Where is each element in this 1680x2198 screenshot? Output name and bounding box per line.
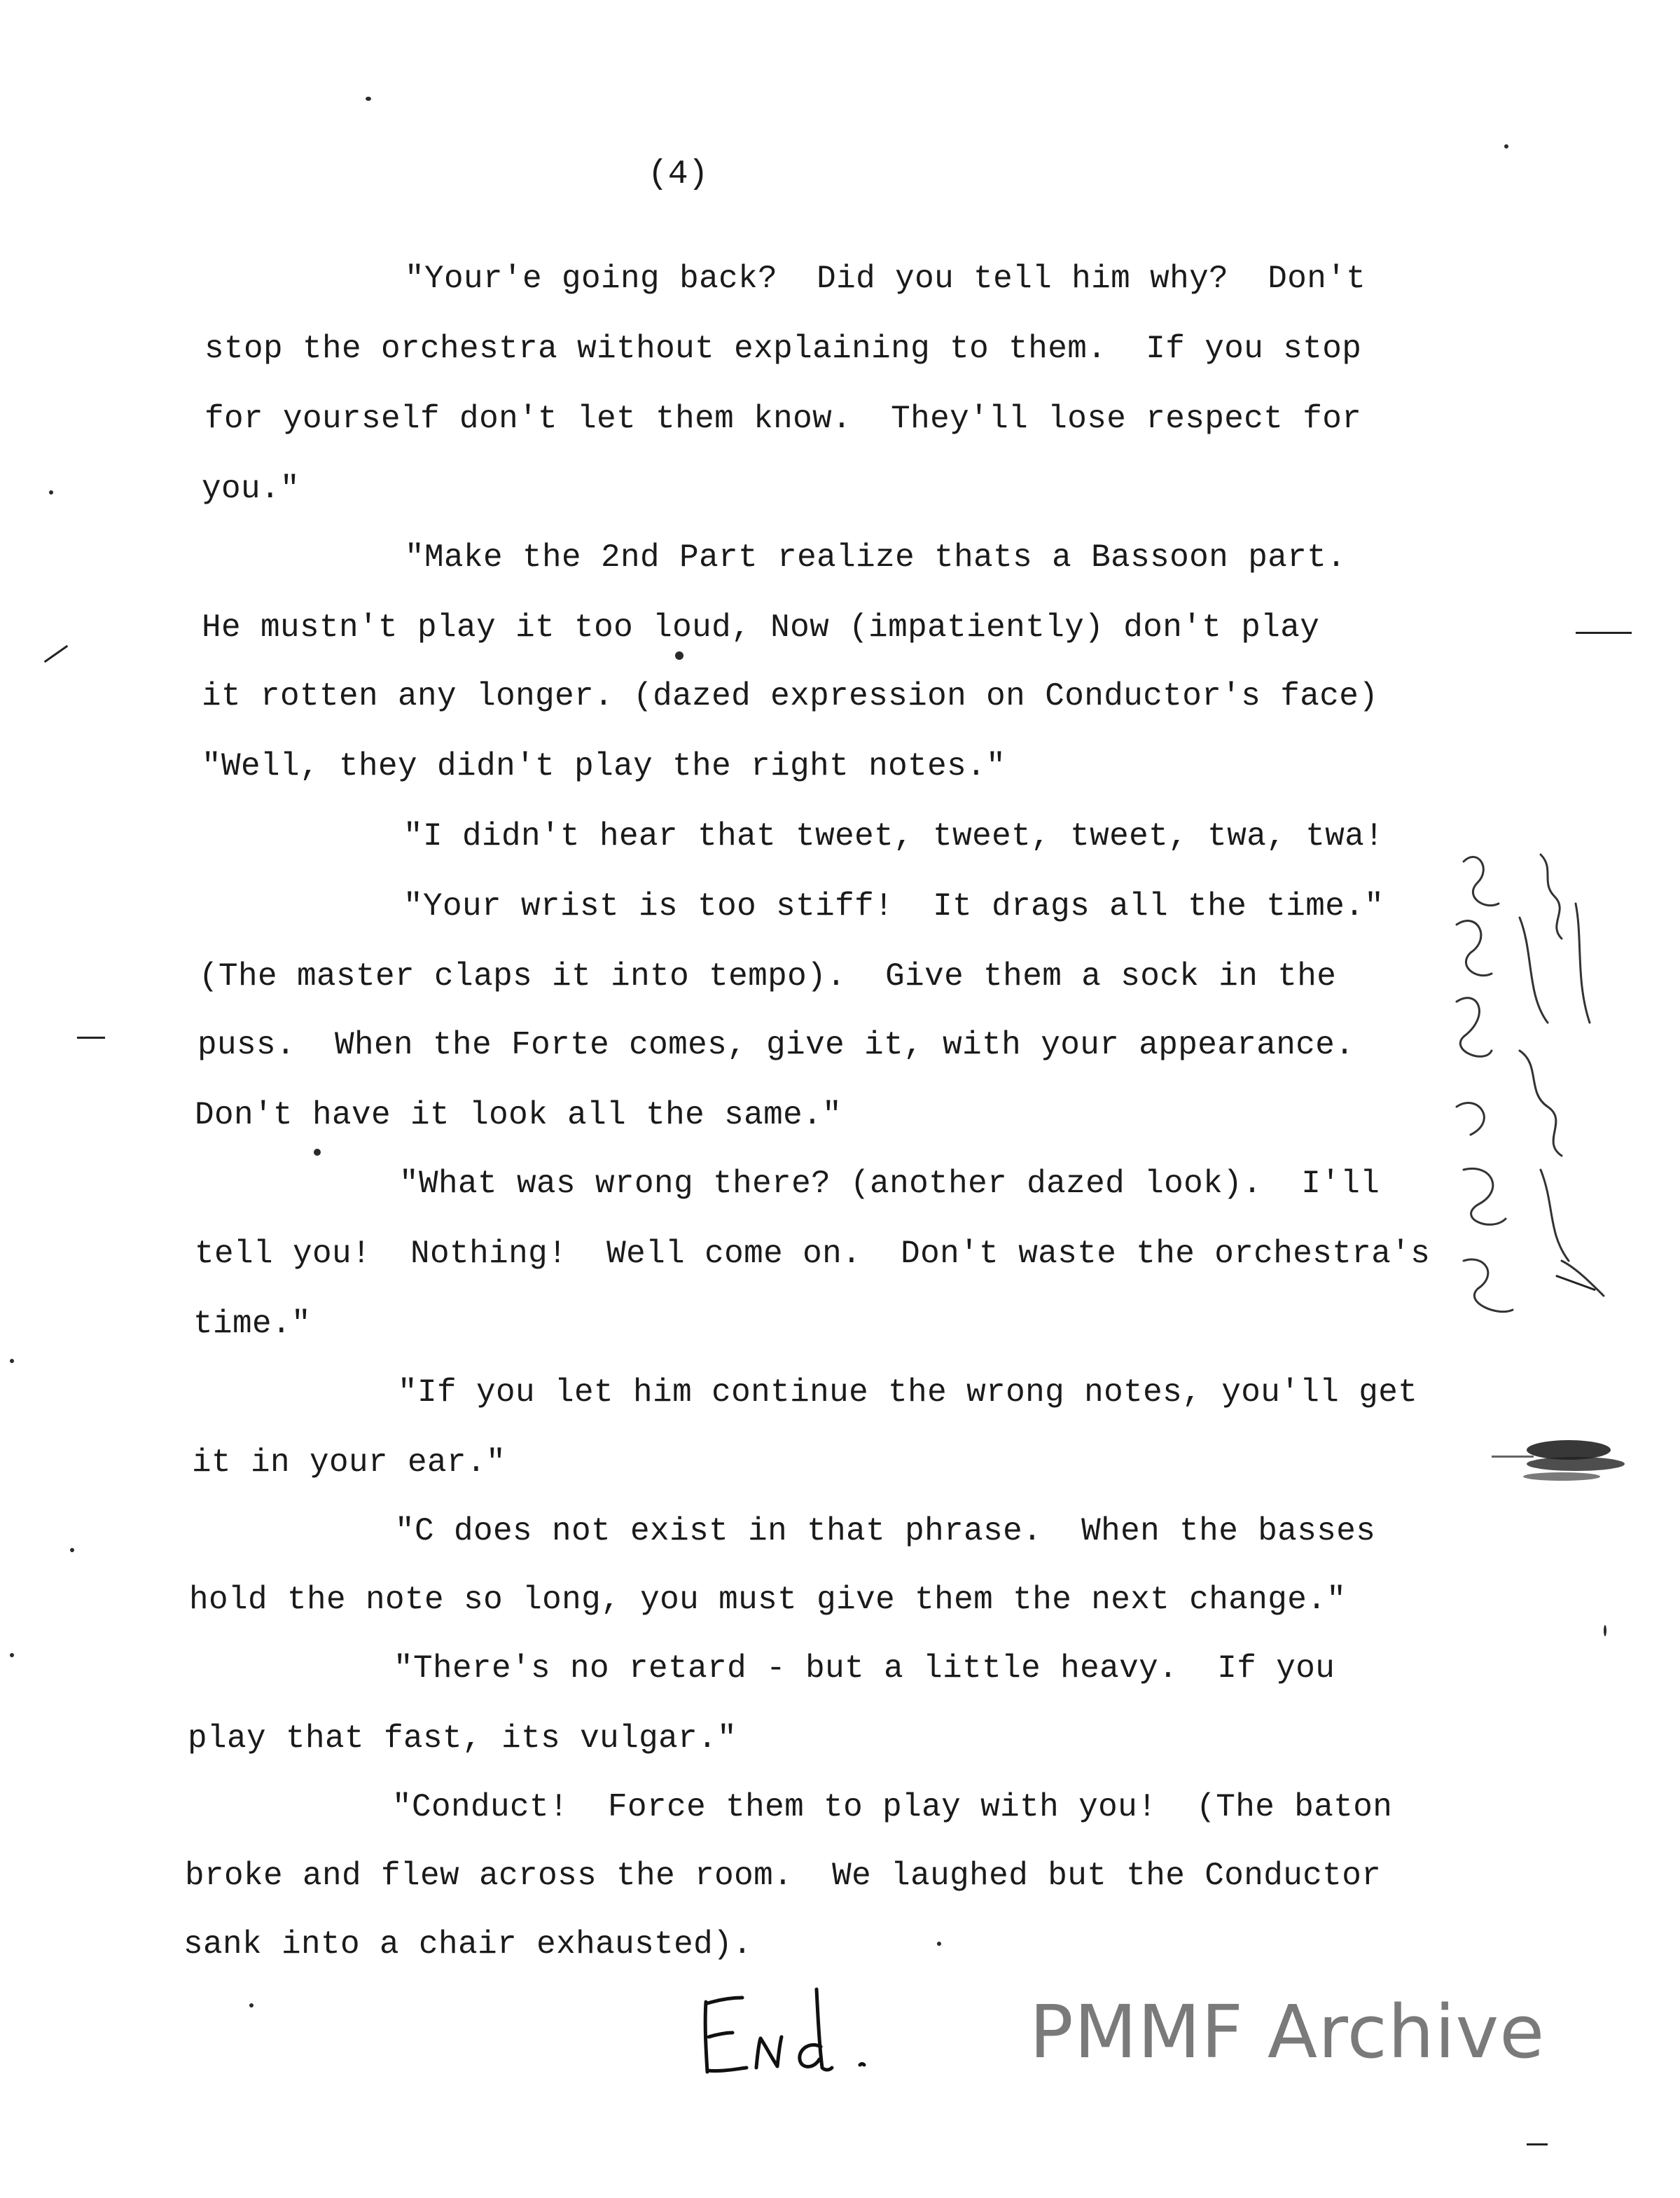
speck — [10, 1359, 14, 1363]
speck — [1504, 144, 1508, 148]
text-line: broke and flew across the room. We laughed but the Conductor — [185, 1858, 1382, 1894]
text-line: "C does not exist in that phrase. When the basses — [395, 1513, 1376, 1549]
text-line: "Conduct! Force them to play with you! (The baton — [392, 1789, 1393, 1825]
text-line: "If you let him continue the wrong notes, you'll get — [398, 1374, 1418, 1411]
text-line: (The master claps it into tempo). Give them a sock in the — [199, 958, 1337, 995]
margin-mark — [77, 1037, 105, 1039]
text-line: you." — [202, 471, 300, 507]
text-line: He mustn't play it too loud, Now (impatiently) don't play — [202, 609, 1320, 646]
page-number: (4) — [648, 155, 709, 193]
text-line: it rotten any longer. (dazed expression on Conductor's face) — [202, 678, 1379, 714]
text-line: puss. When the Forte comes, give it, with your appearance. — [197, 1027, 1355, 1063]
text-line: play that fast, its vulgar." — [188, 1720, 737, 1757]
speck — [675, 651, 683, 660]
text-line: hold the note so long, you must give them the next change." — [189, 1582, 1347, 1618]
text-line: "Your'e going back? Did you tell him why? Don't — [405, 261, 1366, 297]
speck — [366, 97, 371, 101]
margin-handwriting — [1436, 841, 1618, 1345]
text-line: tell you! Nothing! Well come on. Don't waste the orchestra's — [195, 1236, 1431, 1272]
speck — [314, 1149, 321, 1156]
speck — [70, 1548, 74, 1552]
speck — [249, 2003, 254, 2007]
text-line: "Your wrist is too stiff! It drags all the time." — [403, 888, 1384, 925]
margin-mark — [1576, 632, 1632, 634]
speck — [10, 1653, 14, 1657]
speck — [1604, 1625, 1606, 1636]
ink-smudge — [1492, 1422, 1632, 1499]
text-line: time." — [193, 1306, 312, 1342]
watermark: PMMF Archive — [1029, 1989, 1546, 2075]
margin-mark — [1527, 2143, 1548, 2145]
text-line: it in your ear." — [192, 1444, 506, 1481]
speck — [49, 490, 53, 495]
text-line: stop the orchestra without explaining to them. If you stop — [204, 331, 1362, 367]
text-line: "Well, they didn't play the right notes." — [202, 748, 1006, 784]
text-line: "Make the 2nd Part realize thats a Bassoon part. — [405, 539, 1347, 576]
handwritten-end-signature — [693, 1982, 903, 2087]
text-line: "What was wrong there? (another dazed look). I'll — [399, 1166, 1380, 1202]
text-line: "I didn't hear that tweet, tweet, tweet, twa, twa! — [403, 818, 1384, 855]
text-line: "There's no retard - but a little heavy. If you — [394, 1650, 1335, 1687]
text-line: Don't have it look all the same." — [195, 1097, 842, 1133]
text-line: sank into a chair exhausted). — [183, 1926, 753, 1963]
speck — [937, 1942, 941, 1946]
text-line: for yourself don't let them know. They'll lose respect for — [204, 401, 1362, 437]
